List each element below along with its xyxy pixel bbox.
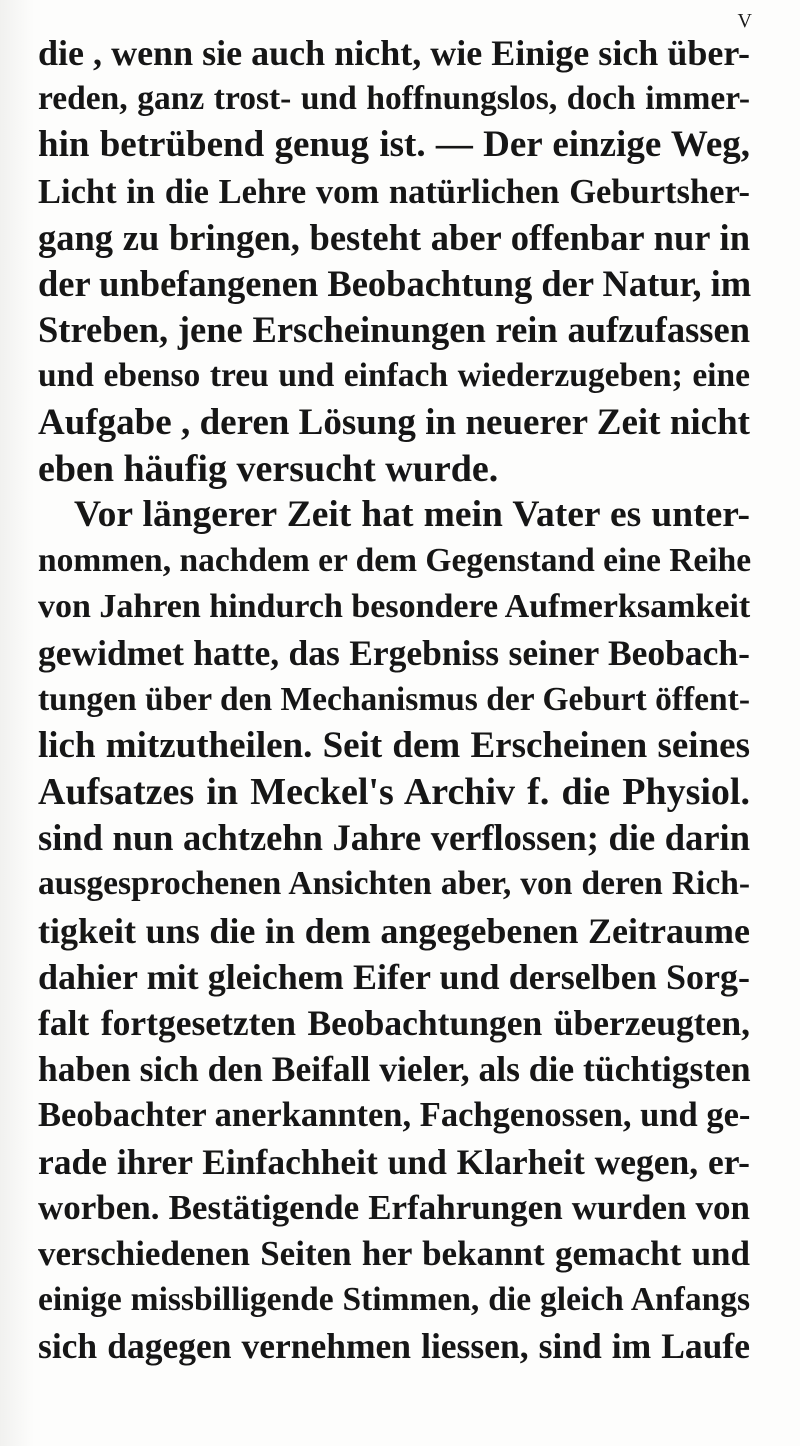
text-line: dahier mit gleichem Eifer und derselben Sorg- bbox=[38, 956, 750, 997]
text-line: der unbefangenen Beobachtung der Natur, im bbox=[38, 262, 752, 304]
text-line: lich mitzutheilen. Seit dem Erscheinen seines bbox=[38, 724, 750, 766]
text-line: nommen, nachdem er dem Gegenstand eine Reihe bbox=[38, 542, 752, 580]
text-line: reden, ganz trost- und hoffnungslos, doch immer- bbox=[38, 80, 750, 118]
text-line: rade ihrer Einfachheit und Klarheit wegen, er- bbox=[38, 1141, 750, 1182]
text-line: einige missbilligende Stimmen, die gleich Anfangs bbox=[38, 1281, 750, 1319]
body-text bbox=[38, 30, 750, 1369]
text-line: die , wenn sie auch nicht, wie Einige sich über- bbox=[38, 33, 750, 73]
text-line: von Jahren hindurch besondere Aufmerksamkeit bbox=[38, 588, 751, 626]
page-number: V bbox=[737, 10, 752, 32]
text-line: Aufsatzes in Meckel's Archiv f. die Physiol. bbox=[38, 771, 750, 813]
text-line: tigkeit uns die in dem angegebenen Zeitraume bbox=[38, 910, 750, 951]
text-line: falt fortgesetzten Beobachtungen überzeugten, bbox=[38, 1002, 750, 1043]
text-line: Beobachter anerkannten, Fachgenossen, und ge- bbox=[38, 1096, 751, 1135]
text-line: tungen über den Mechanismus der Geburt öffent- bbox=[38, 680, 750, 718]
text-line: hin betrübend genug ist. — Der einzige Weg, bbox=[38, 124, 750, 166]
text-line: gang zu bringen, besteht aber offenbar nur in bbox=[38, 216, 750, 258]
text-line: eben häufig versucht wurde. bbox=[38, 447, 499, 490]
text-line: Vor längerer Zeit hat mein Vater es unter- bbox=[74, 493, 750, 535]
text-line: ausgesprochenen Ansichten aber, von deren Rich- bbox=[38, 865, 750, 903]
text-line: gewidmet hatte, das Ergebniss seiner Beobach- bbox=[38, 633, 750, 674]
text-line: Streben, jene Erscheinungen rein aufzufassen bbox=[38, 309, 750, 351]
text-line: haben sich den Beifall vieler, als die tüchtigsten bbox=[38, 1049, 751, 1090]
text-line: sind nun achtzehn Jahre verflossen; die darin bbox=[38, 817, 750, 859]
page-gutter-shadow bbox=[0, 0, 34, 1446]
text-line: Licht in die Lehre vom natürlichen Geburtsher- bbox=[38, 172, 750, 211]
text-line: und ebenso treu und einfach wiederzugeben; eine bbox=[38, 357, 750, 395]
text-line: worben. Bestätigende Erfahrungen wurden von bbox=[38, 1187, 750, 1227]
text-line: verschiedenen Seiten her bekannt gemacht und bbox=[38, 1233, 750, 1273]
text-line: sich dagegen vernehmen liessen, sind im Laufe bbox=[38, 1326, 750, 1367]
text-line: Aufgabe , deren Lösung in neuerer Zeit nicht bbox=[38, 401, 750, 443]
